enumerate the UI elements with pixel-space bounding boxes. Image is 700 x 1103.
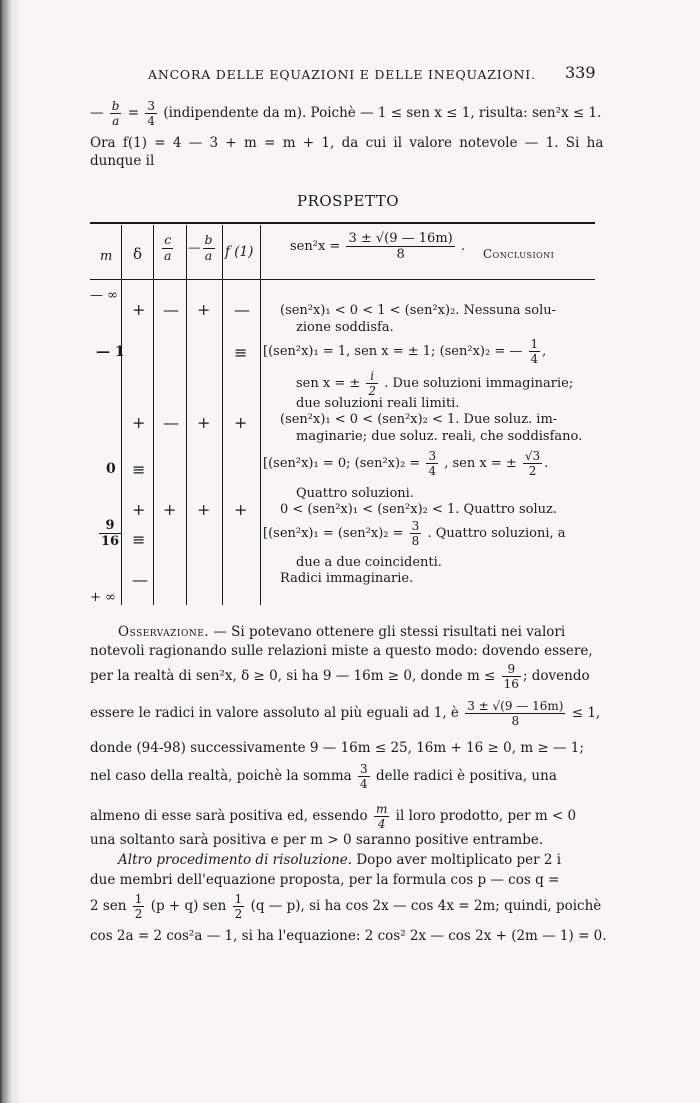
m-minus-one: — 1 <box>96 344 125 360</box>
conclusion-7: Radici immaginarie. <box>280 571 414 586</box>
sign-r5-c: + <box>163 500 177 519</box>
col-divider-4 <box>222 225 223 605</box>
intro-line-3: dunque il <box>90 153 155 169</box>
col-divider-3 <box>186 225 187 605</box>
sign-r5-delta: + <box>132 500 146 519</box>
conclusion-4a: [(sen²x)₁ = 0; (sen²x)₂ = $\frac{3}{4}$ , sen x = ± $\frac{√3}{2}$ . <box>263 449 549 478</box>
conclusion-1b: zione soddisfa. <box>296 320 394 335</box>
obs-line-10: due membri dell'equazione proposta, per la formula cos p — cos q = <box>90 872 560 888</box>
header-c-over-a: $\frac{c}{a}$ <box>164 232 172 263</box>
m-nine-sixteenths: $\frac{9}{16}$ <box>101 518 120 549</box>
book-spine-shadow <box>0 0 22 1103</box>
sign-r1-c: — <box>163 300 179 319</box>
header-conclusioni: Conclusioni <box>483 247 555 261</box>
m-minus-infinity: — ∞ <box>90 288 118 303</box>
sign-r3-b: + <box>197 413 211 432</box>
sign-r5-f: + <box>234 500 248 519</box>
sign-r6-delta: ≡ <box>132 530 146 549</box>
sign-r4-delta: ≡ <box>132 460 146 479</box>
m-zero: 0 <box>106 461 116 477</box>
m-plus-infinity: + ∞ <box>90 590 116 605</box>
intro-line-1: — $\frac{b}{a}$ = $\frac{3}{4}$ (indipendente da m). Poichè — 1 ≤ sen x ≤ 1, risulta: sen²x ≤ 1. <box>90 99 602 128</box>
conclusion-3a: (sen²x)₁ < 0 < (sen²x)₂ < 1. Due soluz. im- <box>280 412 558 427</box>
sign-r5-b: + <box>197 500 211 519</box>
header-delta: δ <box>133 245 143 263</box>
obs-line-9: Altro procedimento di risoluzione. Dopo aver moltiplicato per 2 i <box>118 852 562 868</box>
table-top-rule <box>90 222 595 224</box>
sign-r3-c: — <box>163 413 179 432</box>
conclusion-4b: Quattro soluzioni. <box>296 486 414 501</box>
sign-r1-delta: + <box>132 300 146 319</box>
conclusion-1a: (sen²x)₁ < 0 < 1 < (sen²x)₂. Nessuna solu- <box>280 303 557 318</box>
conclusion-2a: [(sen²x)₁ = 1, sen x = ± 1; (sen²x)₂ = — $\frac{1}{4}$ , <box>263 337 547 366</box>
header-minus-b-over-a: — $\frac{b}{a}$ <box>188 232 213 263</box>
page-number: 339 <box>565 63 596 82</box>
sign-r1-b: + <box>197 300 211 319</box>
obs-line-5: donde (94-98) successivamente 9 — 16m ≤ 25, 16m + 16 ≥ 0, m ≥ — 1; <box>90 740 584 756</box>
header-f1: f (1) <box>225 244 254 260</box>
running-header: ANCORA DELLE EQUAZIONI E DELLE INEQUAZIONI. <box>148 67 536 82</box>
conclusion-3b: maginarie; due soluz. reali, che soddisfano. <box>296 429 583 444</box>
conclusion-6b: due a due coincidenti. <box>296 555 442 570</box>
sign-r3-delta: + <box>132 413 146 432</box>
col-divider-1 <box>121 225 122 605</box>
obs-line-11: 2 sen $\frac{1}{2}$ (p + q) sen $\frac{1}{2}$ (q — p), si ha cos 2x — cos 4x = 2m; quindi, poichè <box>90 892 602 921</box>
obs-line-4: essere le radici in valore assoluto al più eguali ad 1, è $\frac{3 \pm √(9 — 16m)}{8}$ ≤ 1, <box>90 699 601 728</box>
obs-line-1: Osservazione. — Si potevano ottenere gli stessi risultati nei valori <box>118 624 566 640</box>
table-title: PROSPETTO <box>297 192 400 210</box>
sign-r3-f: + <box>234 413 248 432</box>
obs-line-8: una soltanto sarà positiva e per m > 0 saranno positive entrambe. <box>90 832 544 848</box>
obs-line-12: cos 2a = 2 cos²a — 1, si ha l'equazione: 2 cos² 2x — cos 2x + (2m — 1) = 0. <box>90 928 607 944</box>
col-divider-5 <box>260 225 261 605</box>
header-sen2x: sen²x = $\frac{3 \pm √(9 — 16m)}{8}$ . <box>290 231 465 262</box>
conclusion-5: 0 < (sen²x)₁ < (sen²x)₂ < 1. Quattro soluz. <box>280 502 557 517</box>
sign-r1-f: — <box>234 300 250 319</box>
obs-line-7: almeno di esse sarà positiva ed, essendo $\frac{m}{4}$ il loro prodotto, per m < 0 <box>90 802 577 831</box>
conclusion-2b: sen x = ± $\frac{i}{2}$ . Due soluzioni immaginarie; <box>296 369 574 398</box>
header-m: m <box>100 249 113 264</box>
obs-line-2: notevoli ragionando sulle relazioni miste a questo modo: dovendo essere, <box>90 643 593 659</box>
conclusion-6a: [(sen²x)₁ = (sen²x)₂ = $\frac{3}{8}$ . Quattro soluzioni, a <box>263 519 566 548</box>
sign-r2-f: ≡ <box>234 343 248 362</box>
intro-line-2: Ora f(1) = 4 — 3 + m = m + 1, da cui il valore notevole — 1. Si ha <box>90 135 604 151</box>
conclusion-2c: due soluzioni reali limiti. <box>296 396 460 411</box>
obs-line-6: nel caso della realtà, poichè la somma $\frac{3}{4}$ delle radici è positiva, una <box>90 762 557 791</box>
col-divider-2 <box>153 225 154 605</box>
sign-r7-delta: — <box>132 570 148 589</box>
obs-line-3: per la realtà di sen²x, δ ≥ 0, si ha 9 — 16m ≥ 0, donde m ≤ $\frac{9}{16}$ ; dovendo <box>90 662 590 691</box>
table-header-rule <box>90 279 595 280</box>
